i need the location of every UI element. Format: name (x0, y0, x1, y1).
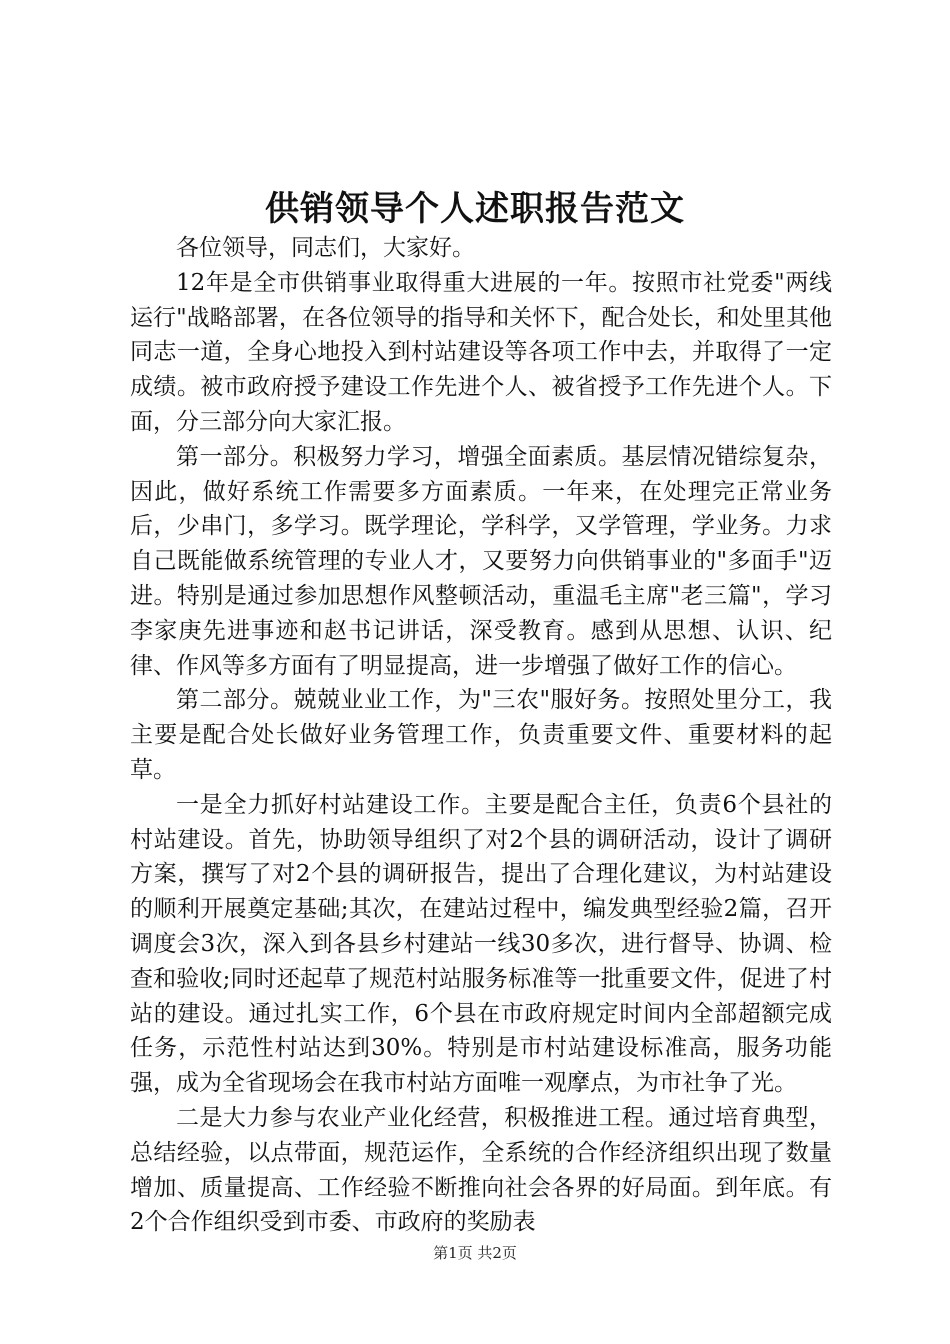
document-title: 供销领导个人述职报告范文 (265, 189, 685, 229)
paragraph-part-one: 第一部分。积极努力学习，增强全面素质。基层情况错综复杂，因此，做好系统工作需要多方面素质。一年来，在处理完正常业务后，少串门，多学习。既学理论，学科学，又学管理，学业务。力求自己既能做系统管理的专业人才，又要努力向供销事业的"多面手"迈进。特别是通过参加思想作风整顿活动，重温毛主席"老三篇"，学习李家庚先进事迹和赵书记讲话，深受教育。感到从思想、认识、纪律、作风等多方面有了明显提高，进一步增强了做好工作的信心。 (130, 443, 832, 679)
paragraph-part-two: 第二部分。兢兢业业工作，为"三农"服好务。按照处里分工，我主要是配合处长做好业务管理工作，负责重要文件、重要材料的起草。 (130, 687, 832, 783)
paragraph-intro: 12年是全市供销事业取得重大进展的一年。按照市社党委"两线运行"战略部署，在各位领导的指导和关怀下，配合处长，和处里其他同志一道，全身心地投入到村站建设等各项工作中去，并取得了一定成绩。被市政府授予建设工作先进个人、被省授予工作先进个人。下面，分三部分向大家汇报。 (130, 269, 832, 435)
paragraph-industrialization: 二是大力参与农业产业化经营，积极推进工程。通过培育典型，总结经验，以点带面，规范运作，全系统的合作经济组织出现了数量增加、质量提高、工作经验不断推向社会各界的好局面。到年底。有2个合作组织受到市委、市政府的奖励表 (130, 1104, 832, 1236)
paragraph-greeting: 各位领导，同志们，大家好。 (176, 235, 475, 261)
paragraph-village-stations: 一是全力抓好村站建设工作。主要是配合主任，负责6个县社的村站建设。首先，协助领导组织了对2个县的调研活动，设计了调研方案，撰写了对2个县的调研报告，提出了合理化建议，为村站建设的顺利开展奠定基础;其次，在建站过程中，编发典型经验2篇，召开调度会3次，深入到各县乡村建站一线30多次，进行督导、协调、检查和验收;同时还起草了规范村站服务标准等一批重要文件，促进了村站的建设。通过扎实工作，6个县在市政府规定时间内全部超额完成任务，示范性村站达到30%。特别是市村站建设标准高，服务功能强，成为全省现场会在我市村站方面唯一观摩点，为市社争了光。 (130, 791, 832, 1097)
document-body (130, 231, 832, 1240)
page-number-footer: 第1页 共2页 (433, 1244, 517, 1262)
